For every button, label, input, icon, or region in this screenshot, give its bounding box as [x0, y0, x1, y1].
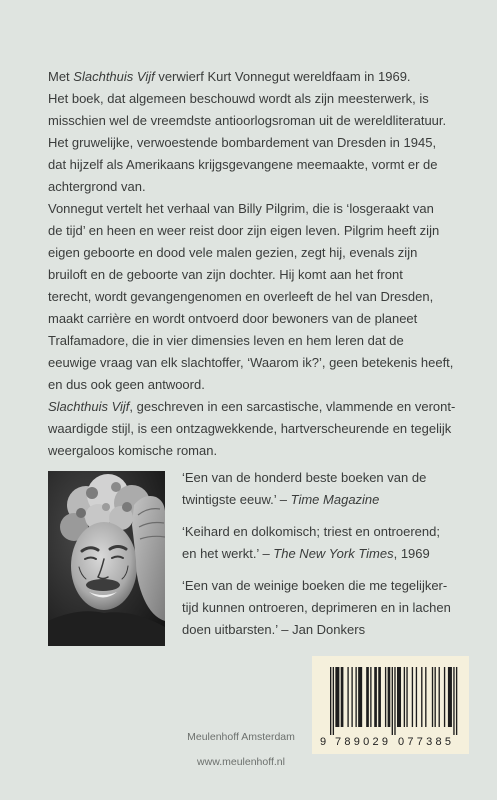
blurb-line: dat hijzelf als Amerikaans krijgsgevangene meemaakte, vormt er de — [48, 157, 438, 172]
barcode-bar — [432, 667, 433, 727]
barcode-bar — [370, 667, 371, 727]
quote-line: ‘Keihard en dolkomisch; triest en ontroerend; — [182, 524, 440, 539]
quote-line: doen uitbarsten.’ – Jan Donkers — [182, 622, 366, 637]
barcode-bar — [388, 667, 391, 727]
publisher-imprint — [150, 725, 332, 775]
blurb-line: eeuwige vraag van elk slachtoffer, ‘Waarom ik?’, geen betekenis heeft, — [48, 355, 454, 370]
blurb-line: en dus ook geen antwoord. — [48, 377, 205, 392]
barcode-guard-bar — [453, 667, 454, 735]
barcode-bars — [330, 667, 457, 735]
barcode-bar — [416, 667, 417, 727]
photo-mustache — [86, 579, 120, 591]
quote-source: The New York Times — [273, 546, 394, 561]
barcode-bar — [412, 667, 413, 727]
isbn-barcode-label — [312, 656, 469, 754]
barcode-bar — [366, 667, 369, 727]
book-title-italic: Slachthuis Vijf — [48, 399, 130, 414]
barcode-guard-bar — [392, 667, 393, 735]
blurb-line: maakt carrière en wordt ontvoerd door bewoners van de planeet — [48, 311, 418, 326]
blurb-line: Tralfamadore, die in vier dimensies leven en hem leren dat de — [48, 333, 404, 348]
blurb-line: achtergrond van. — [48, 179, 146, 194]
quote-line: ‘Een van de weinige boeken die me tegelijker- — [182, 578, 448, 593]
author-photo — [48, 471, 165, 646]
quote-text: twintigste eeuw.’ – — [182, 492, 291, 507]
blurb-line: terecht, wordt gevangengenomen en overleeft de hel van Dresden, — [48, 289, 434, 304]
quote-line: ‘Een van de honderd beste boeken van de — [182, 470, 427, 485]
barcode-guard-bar — [456, 667, 457, 735]
barcode-right-digits: 077385 — [398, 736, 451, 748]
quote-line — [182, 543, 451, 565]
review-quotes — [182, 467, 451, 641]
blurb-line: de tijd’ en heen en weer reist door zijn eigen leven. Pilgrim heeft zijn — [48, 223, 440, 238]
back-cover-blurb — [48, 66, 455, 462]
barcode-guard-bar — [333, 667, 334, 735]
barcode-bar — [341, 667, 344, 727]
quote-source-year: , 1969 — [393, 546, 430, 561]
barcode-bar — [397, 667, 401, 727]
review-quote — [182, 575, 451, 641]
blurb-line: waardigde stijl, is een ontzagwekkende, hartverscheurende en tegelijk — [48, 421, 452, 436]
barcode-bar — [444, 667, 445, 727]
barcode-first-digit: 9 — [320, 736, 327, 748]
publisher-name: Meulenhoff Amsterdam — [187, 731, 295, 743]
barcode-bar — [385, 667, 386, 727]
blurb-text: , geschreven in een sarcastische, vlammende en veront- — [129, 399, 456, 414]
author-portrait-image — [48, 471, 165, 646]
barcode-bar — [404, 667, 405, 727]
blurb-line: Het gruwelijke, verwoestende bombardement van Dresden in 1945, — [48, 135, 437, 150]
blurb-line — [48, 396, 455, 418]
barcode-bar — [374, 667, 377, 727]
barcode-bar — [448, 667, 452, 727]
quote-text: en het werkt.’ – — [182, 546, 274, 561]
blurb-line: bruiloft en de geboorte van zijn dochter. Hij komt aan het front — [48, 267, 403, 282]
barcode-bar — [351, 667, 352, 727]
barcode-guard-bar — [330, 667, 331, 735]
blurb-line: Vonnegut vertelt het verhaal van Billy Pilgrim, die is ‘losgeraakt van — [48, 201, 434, 216]
blurb-line: misschien wel de vreemdste antioorlogsroman uit de wereldliteratuur. — [48, 113, 447, 128]
barcode-bar — [406, 667, 407, 727]
blurb-text: Met — [48, 69, 74, 84]
barcode-bar — [425, 667, 426, 727]
blurb-line — [48, 66, 455, 88]
blurb-line: weergaloos komische roman. — [48, 443, 218, 458]
barcode-left-digits: 789029 — [335, 736, 388, 748]
quote-line: tijd kunnen ontroeren, deprimeren en in lachen — [182, 600, 451, 615]
barcode-bar — [421, 667, 422, 727]
quote-line — [182, 489, 451, 511]
barcode-bar — [347, 667, 348, 727]
blurb-line: Het boek, dat algemeen beschouwd wordt als zijn meesterwerk, is — [48, 91, 429, 106]
blurb-line: eigen geboorte en dood vele malen gezien, zegt hij, evenals zijn — [48, 245, 418, 260]
barcode-bar — [435, 667, 436, 727]
review-quote — [182, 467, 451, 511]
publisher-url: www.meulenhoff.nl — [197, 756, 285, 768]
barcode-bar — [335, 667, 339, 727]
blurb-text: verwierf Kurt Vonnegut wereldfaam in 1969. — [154, 69, 411, 84]
quote-source: Time Magazine — [290, 492, 380, 507]
review-quote — [182, 521, 451, 565]
barcode-bar — [358, 667, 362, 727]
barcode-bar — [355, 667, 356, 727]
book-title-italic: Slachthuis Vijf — [73, 69, 155, 84]
barcode-bar — [439, 667, 440, 727]
barcode-guard-bar — [394, 667, 395, 735]
barcode — [312, 656, 469, 754]
barcode-bar — [378, 667, 381, 727]
